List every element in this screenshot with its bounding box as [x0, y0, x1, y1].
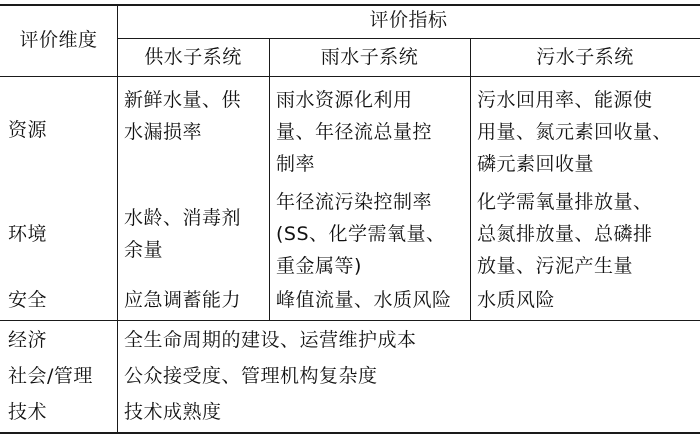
supply-rain-border — [269, 38, 270, 320]
header-indicators: 评价指标 — [369, 9, 448, 31]
header-dimension: 评价维度 — [19, 29, 98, 51]
header-supply-subsystem: 供水子系统 — [144, 46, 242, 68]
row-technology-dimension: 技术 — [8, 401, 48, 423]
row-society-dimension: 社会/管理 — [8, 365, 93, 387]
row-society-indicators: 公众接受度、管理机构复杂度 — [124, 365, 378, 387]
row-technology-indicators: 技术成熟度 — [124, 401, 222, 423]
row-resource-dimension: 资源 — [8, 119, 48, 141]
row-resource-rain: 雨水资源化利用 量、年径流总量控 制率 — [276, 89, 433, 175]
rain-sewage-border — [470, 38, 471, 320]
row-safety-rain: 峰值流量、水质风险 — [276, 289, 452, 311]
header-bottom-border — [0, 76, 700, 77]
row-environment-supply: 水龄、消毒剂 余量 — [124, 207, 242, 261]
row-environment-rain: 年径流污染控制率 (SS、化学需氧量、 重金属等) — [276, 191, 446, 277]
row-environment-dimension: 环境 — [8, 223, 48, 245]
row-resource-supply: 新鲜水量、供 水漏损率 — [124, 89, 242, 143]
header-sewage-subsystem: 污水子系统 — [536, 46, 634, 68]
row-resource-sewage: 污水回用率、能源使 用量、氮元素回收量、 磷元素回收量 — [477, 89, 673, 175]
header-divider — [117, 38, 700, 39]
row-safety-sewage: 水质风险 — [477, 289, 556, 311]
row-environment-sewage: 化学需氧量排放量、 总氮排放量、总磷排 放量、污泥产生量 — [477, 191, 653, 277]
row-safety-dimension: 安全 — [8, 289, 48, 311]
row-economy-dimension: 经济 — [8, 329, 48, 351]
row-safety-supply: 应急调蓄能力 — [124, 289, 242, 311]
header-rain-subsystem: 雨水子系统 — [320, 46, 419, 68]
section-divider — [0, 320, 700, 321]
row-economy-indicators: 全生命周期的建设、运营维护成本 — [124, 329, 417, 351]
table-bottom-border — [0, 432, 700, 434]
